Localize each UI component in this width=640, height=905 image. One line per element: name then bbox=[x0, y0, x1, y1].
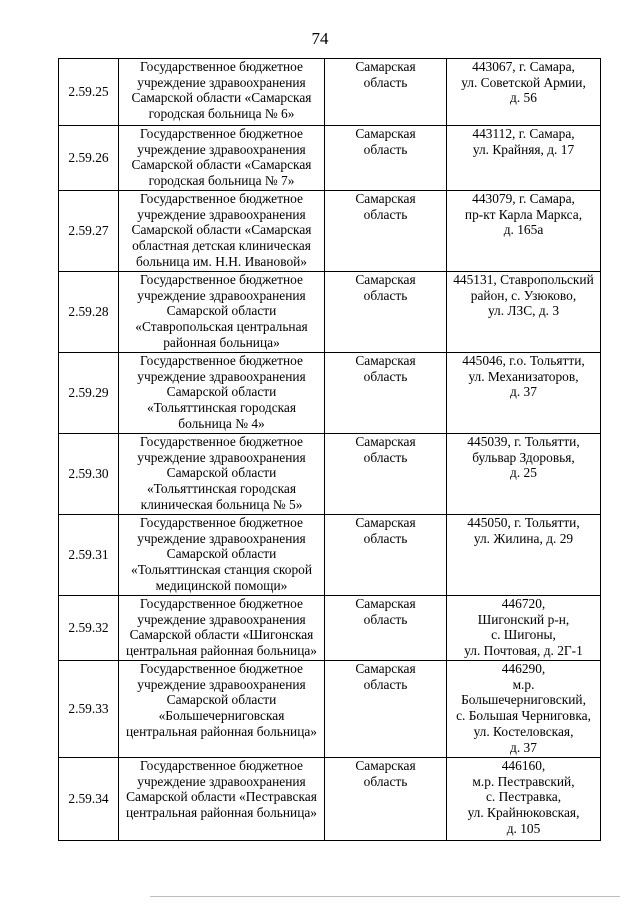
table-row bbox=[59, 353, 601, 434]
registry-table-body bbox=[59, 59, 601, 841]
row-number-cell: 2.59.28 bbox=[59, 272, 119, 353]
region-cell: Самарская область bbox=[325, 59, 447, 126]
table-row bbox=[59, 126, 601, 191]
row-number-cell: 2.59.25 bbox=[59, 59, 119, 126]
page-number: 74 bbox=[311, 29, 329, 48]
address-cell: 445039, г. Тольятти, бульвар Здоровья, д. 25 bbox=[447, 434, 601, 515]
organization-name-cell: Государственное бюджетное учреждение здравоохранения Самарской области «Пестравская центральная районная больница» bbox=[119, 758, 325, 841]
row-number-cell: 2.59.31 bbox=[59, 515, 119, 596]
table-row bbox=[59, 59, 601, 126]
organization-name-cell: Государственное бюджетное учреждение здравоохранения Самарской области «Тольяттинская городская больница № 4» bbox=[119, 353, 325, 434]
region-cell: Самарская область bbox=[325, 596, 447, 661]
address-cell: 446160, м.р. Пестравский, с. Пестравка, ул. Крайнюковская, д. 105 bbox=[447, 758, 601, 841]
row-number-cell: 2.59.32 bbox=[59, 596, 119, 661]
region-cell: Самарская область bbox=[325, 661, 447, 758]
region-cell: Самарская область bbox=[325, 515, 447, 596]
table-row bbox=[59, 191, 601, 272]
table-row bbox=[59, 434, 601, 515]
address-cell: 443079, г. Самара, пр-кт Карла Маркса, д. 165а bbox=[447, 191, 601, 272]
address-cell: 445050, г. Тольятти, ул. Жилина, д. 29 bbox=[447, 515, 601, 596]
organization-name-cell: Государственное бюджетное учреждение здравоохранения Самарской области «Самарская городская больница № 6» bbox=[119, 59, 325, 126]
address-cell: 445046, г.о. Тольятти, ул. Механизаторов, д. 37 bbox=[447, 353, 601, 434]
organization-name-cell: Государственное бюджетное учреждение здравоохранения Самарской области «Ставропольская центральная районная больница» bbox=[119, 272, 325, 353]
table-row bbox=[59, 758, 601, 841]
address-cell: 443067, г. Самара, ул. Советской Армии, д. 56 bbox=[447, 59, 601, 126]
table-row bbox=[59, 515, 601, 596]
table-row bbox=[59, 272, 601, 353]
region-cell: Самарская область bbox=[325, 758, 447, 841]
row-number-cell: 2.59.27 bbox=[59, 191, 119, 272]
row-number-cell: 2.59.29 bbox=[59, 353, 119, 434]
region-cell: Самарская область bbox=[325, 434, 447, 515]
region-cell: Самарская область bbox=[325, 272, 447, 353]
organization-name-cell: Государственное бюджетное учреждение здравоохранения Самарской области «Большечерниговская центральная районная больница» bbox=[119, 661, 325, 758]
table-row bbox=[59, 596, 601, 661]
organization-name-cell: Государственное бюджетное учреждение здравоохранения Самарской области «Самарская городская больница № 7» bbox=[119, 126, 325, 191]
organization-name-cell: Государственное бюджетное учреждение здравоохранения Самарской области «Тольяттинская городская клиническая больница № 5» bbox=[119, 434, 325, 515]
row-number-cell: 2.59.34 bbox=[59, 758, 119, 841]
row-number-cell: 2.59.26 bbox=[59, 126, 119, 191]
table-row bbox=[59, 661, 601, 758]
organization-name-cell: Государственное бюджетное учреждение здравоохранения Самарской области «Самарская областная детская клиническая больница им. Н.Н. Ивановой» bbox=[119, 191, 325, 272]
address-cell: 446720, Шигонский р-н, с. Шигоны, ул. Почтовая, д. 2Г-1 bbox=[447, 596, 601, 661]
scan-edge-line bbox=[150, 896, 620, 903]
region-cell: Самарская область bbox=[325, 191, 447, 272]
row-number-cell: 2.59.33 bbox=[59, 661, 119, 758]
registry-table bbox=[58, 58, 601, 841]
region-cell: Самарская область bbox=[325, 353, 447, 434]
address-cell: 446290, м.р. Большечерниговский, с. Большая Черниговка, ул. Костеловская, д. 37 bbox=[447, 661, 601, 758]
region-cell: Самарская область bbox=[325, 126, 447, 191]
address-cell: 443112, г. Самара, ул. Крайняя, д. 17 bbox=[447, 126, 601, 191]
address-cell: 445131, Ставропольский район, с. Узюково, ул. ЛЗС, д. 3 bbox=[447, 272, 601, 353]
organization-name-cell: Государственное бюджетное учреждение здравоохранения Самарской области «Тольяттинская станция скорой медицинской помощи» bbox=[119, 515, 325, 596]
row-number-cell: 2.59.30 bbox=[59, 434, 119, 515]
organization-name-cell: Государственное бюджетное учреждение здравоохранения Самарской области «Шигонская центральная районная больница» bbox=[119, 596, 325, 661]
